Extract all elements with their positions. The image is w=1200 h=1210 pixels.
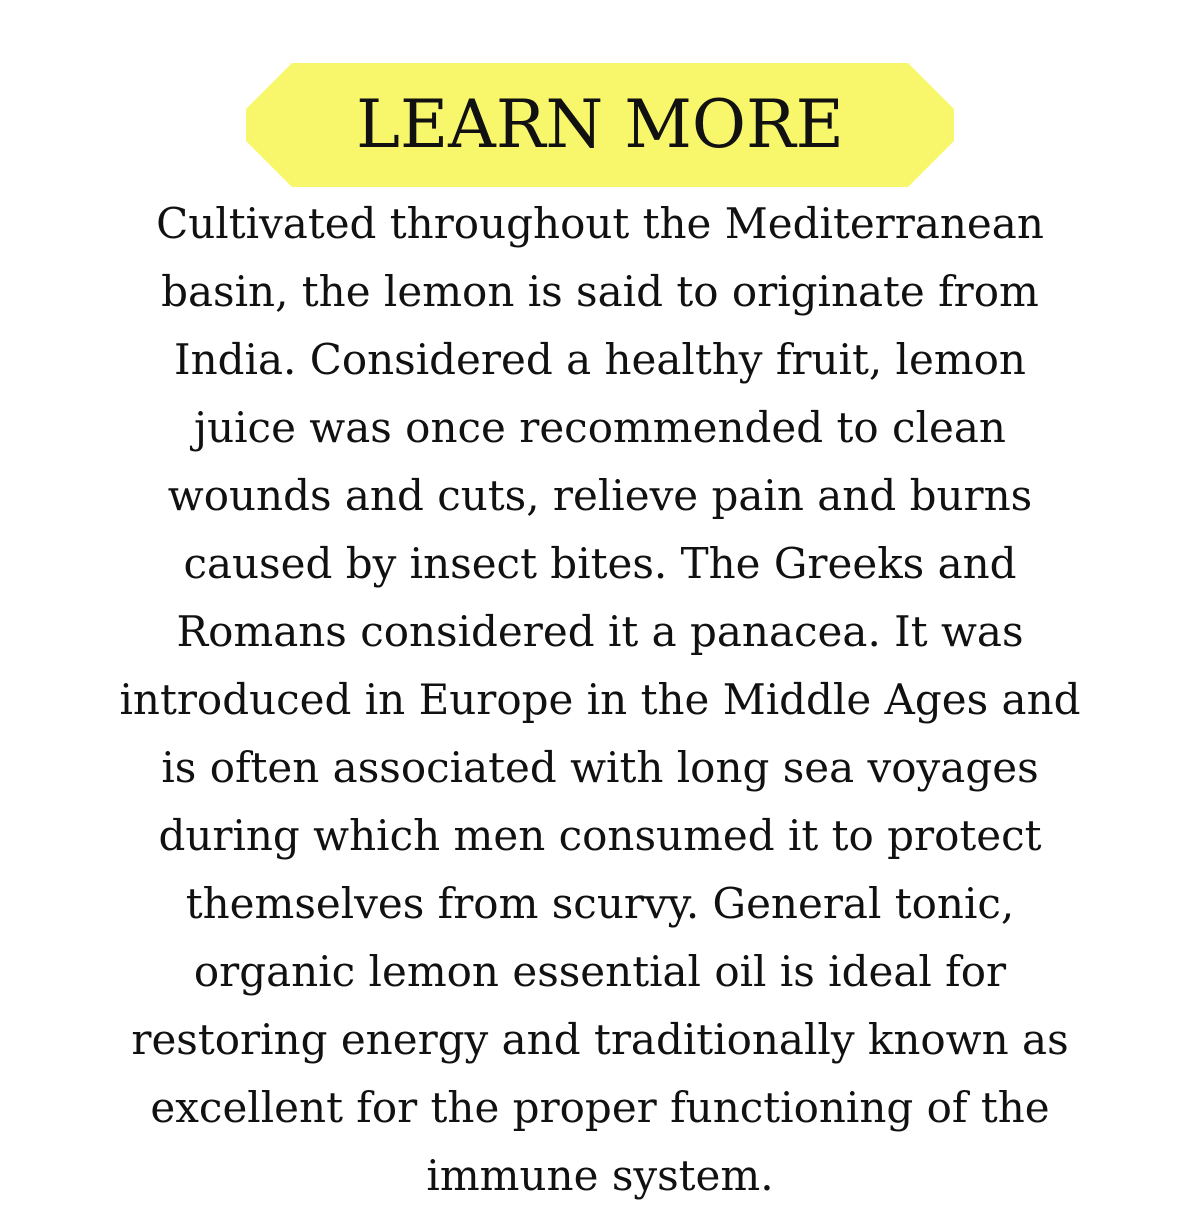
description-line: caused by insect bites. The Greeks and — [183, 539, 1017, 588]
description-line: restoring energy and traditionally known as — [131, 1015, 1069, 1064]
description-line: juice was once recommended to clean — [194, 403, 1006, 452]
description-line: during which men consumed it to protect — [158, 811, 1042, 860]
description-line: basin, the lemon is said to originate from — [161, 267, 1039, 316]
description-line: themselves from scurvy. General tonic, — [185, 879, 1015, 928]
description-line: wounds and cuts, relieve pain and burns — [167, 471, 1033, 520]
description-line: organic lemon essential oil is ideal for — [193, 947, 1007, 996]
description-line: Romans considered it a panacea. It was — [176, 607, 1024, 656]
learn-more-button[interactable]: LEARN MORE — [356, 86, 844, 163]
description-line: excellent for the proper functioning of the — [150, 1083, 1050, 1132]
description-line: India. Considered a healthy fruit, lemon — [174, 335, 1026, 384]
description-line: introduced in Europe in the Middle Ages and — [119, 675, 1081, 724]
description-line: is often associated with long sea voyages — [161, 743, 1039, 792]
description-line: Cultivated throughout the Mediterranean — [156, 199, 1044, 248]
description-line: immune system. — [426, 1151, 774, 1200]
description-text — [40, 190, 1160, 1210]
